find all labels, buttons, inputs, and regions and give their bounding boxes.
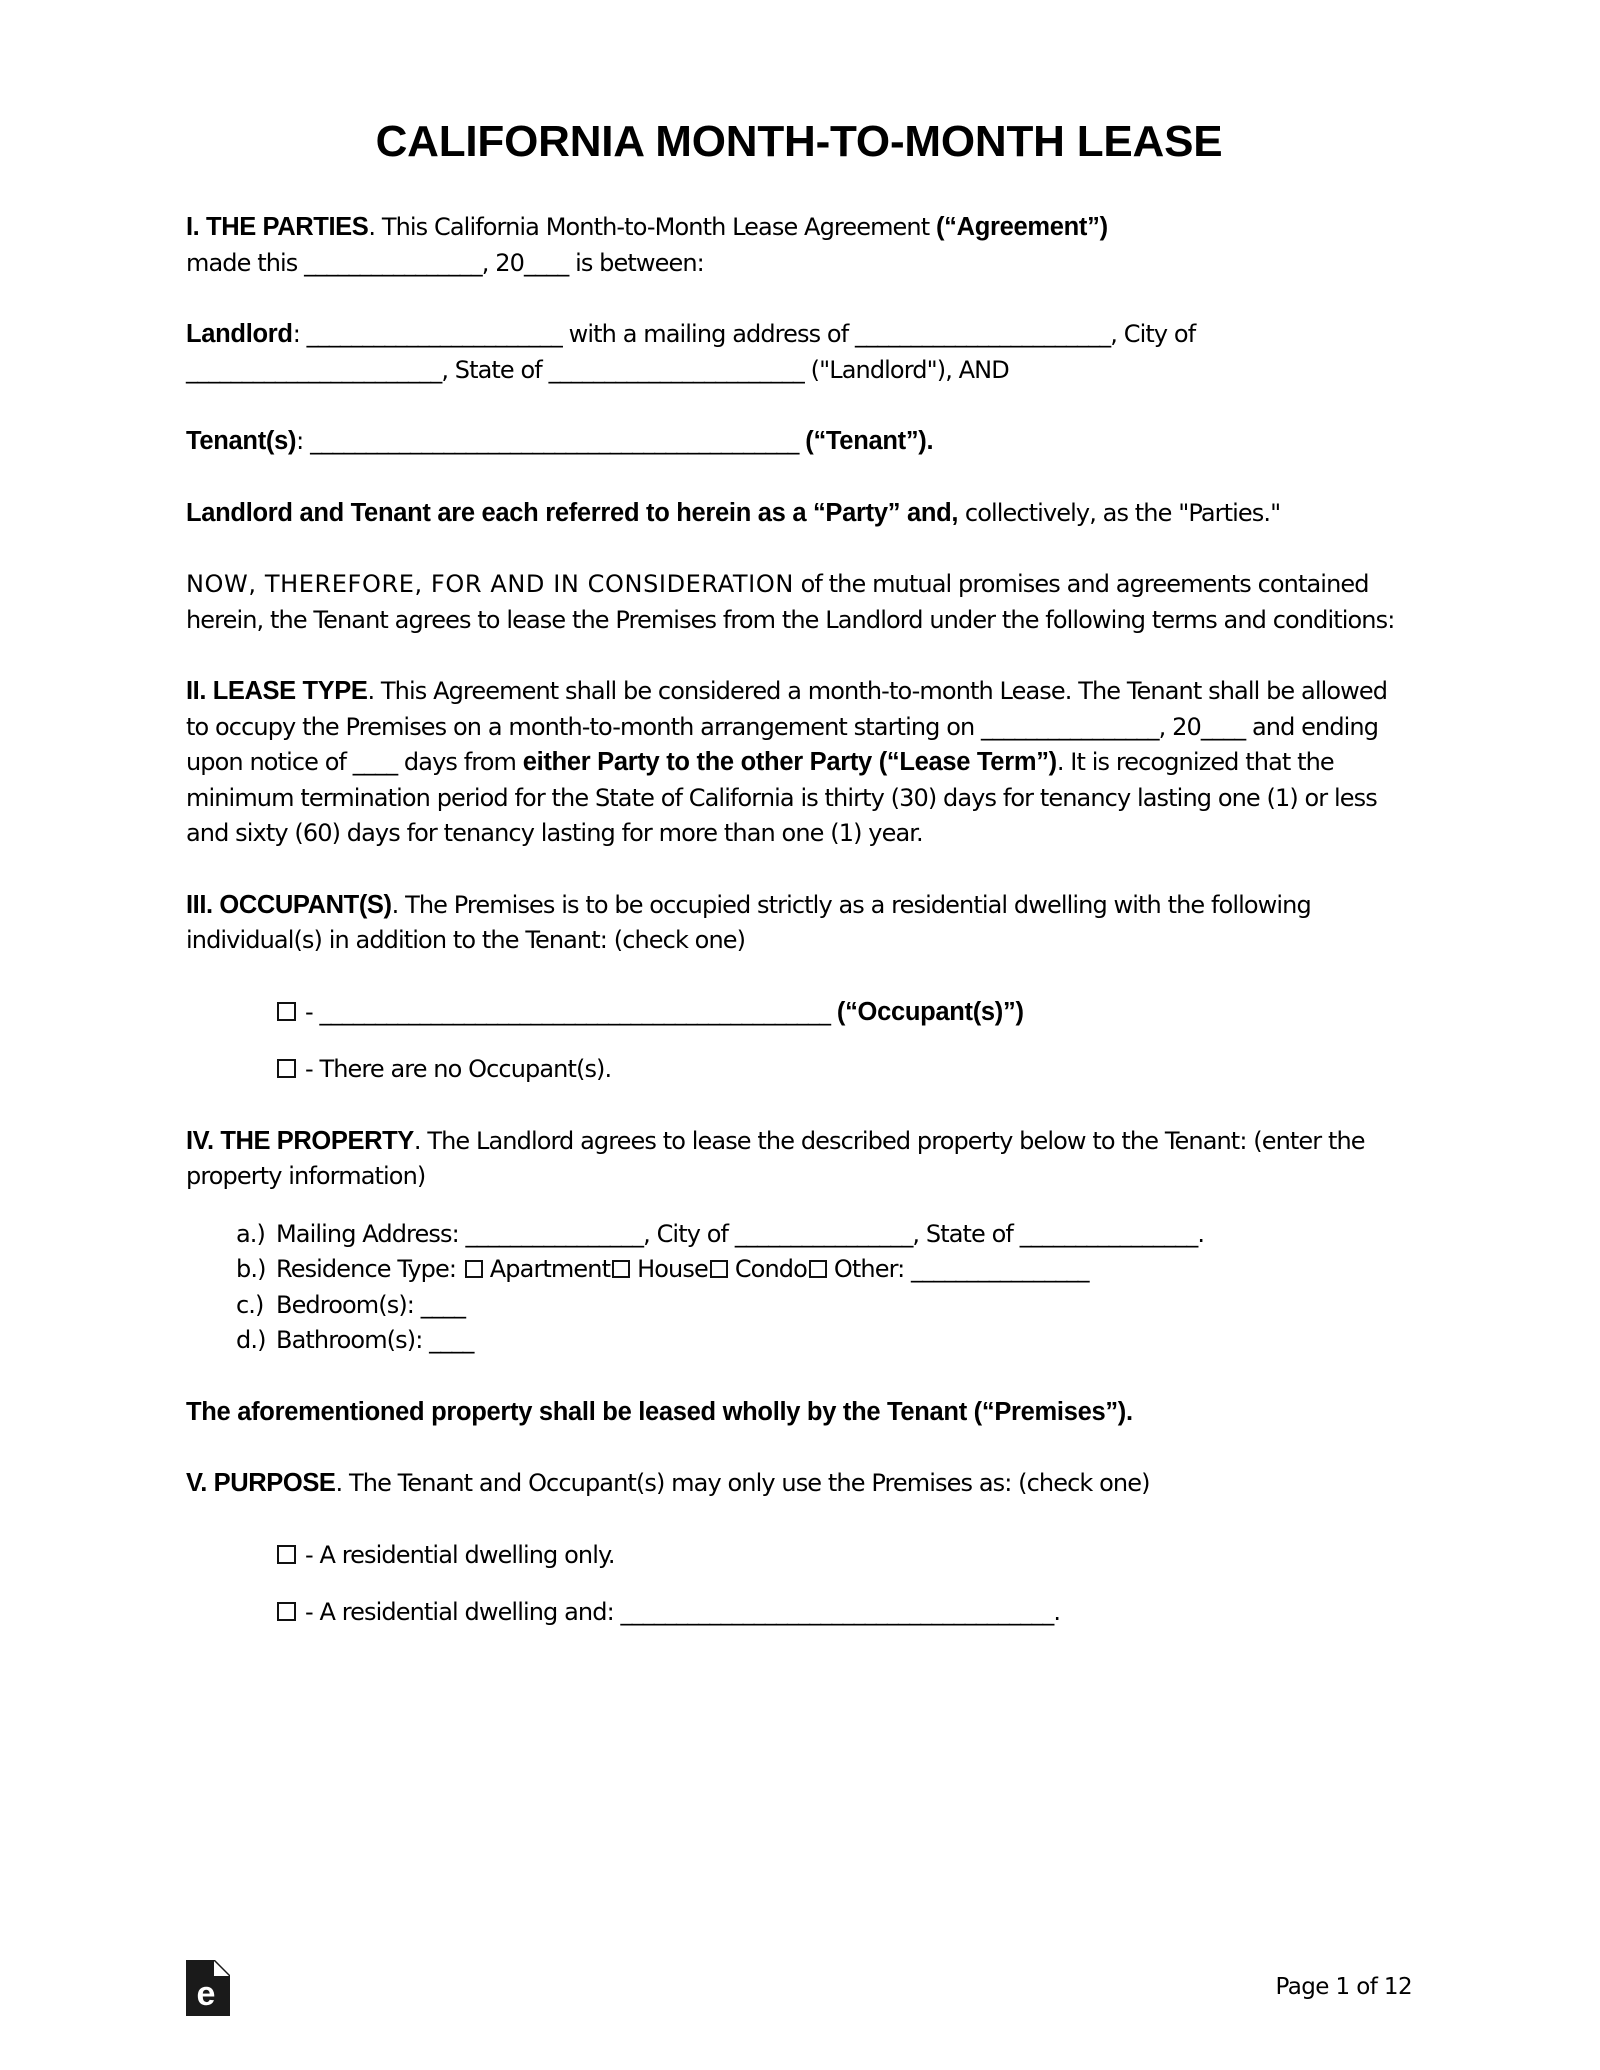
landlord-label: Landlord bbox=[186, 320, 293, 349]
parties-definition-light: collectively, as the "Parties." bbox=[958, 498, 1281, 527]
occupants-text: . The Premises is to be occupied strictly as a residential dwelling with the following individual(s) in addition to the Tenant: (check one) bbox=[186, 890, 1311, 955]
bathrooms-body bbox=[276, 1323, 1412, 1359]
residence-type-body bbox=[276, 1252, 1412, 1288]
checkbox-icon[interactable] bbox=[277, 1602, 296, 1621]
parties-made-this-label: made this bbox=[186, 248, 305, 277]
parties-definition-bold: Landlord and Tenant are each referred to herein as a “Party” and, bbox=[186, 498, 959, 527]
checkbox-icon[interactable] bbox=[809, 1260, 827, 1278]
document-body bbox=[186, 0, 1412, 1631]
eforms-logo-icon bbox=[186, 1960, 230, 2016]
list-marker-c: c.) bbox=[236, 1290, 264, 1319]
parties-agreement-term: (“Agreement”) bbox=[935, 213, 1108, 242]
property-closing-statement: The aforementioned property shall be leased wholly by the Tenant (“Premises”). bbox=[186, 1397, 1133, 1426]
property-details-list bbox=[236, 1217, 1412, 1359]
page-number: Page 1 of 12 bbox=[1275, 1974, 1412, 2000]
occupants-names-blank[interactable]: ______________________________________________ bbox=[319, 997, 831, 1026]
occupants-option-2[interactable] bbox=[277, 1052, 1412, 1088]
landlord-block bbox=[186, 317, 1412, 388]
checkbox-icon[interactable] bbox=[710, 1260, 728, 1278]
checkbox-icon[interactable] bbox=[612, 1260, 630, 1278]
mailing-city-blank[interactable]: ________________ bbox=[734, 1219, 913, 1248]
parties-date-blank[interactable]: ________________ bbox=[304, 248, 482, 277]
list-marker-d: d.) bbox=[236, 1326, 266, 1355]
section-heading-purpose: V. PURPOSE bbox=[186, 1469, 336, 1498]
lease-type-text-a: . This Agreement shall be considered a month-to-month Lease. The Tenant shall be allowed to occupy the Premises on a month-to-month arrangement starting on bbox=[186, 677, 1388, 741]
tenant-block bbox=[186, 424, 1412, 460]
purpose-option-2-text bbox=[305, 1595, 1060, 1631]
landlord-colon: : bbox=[292, 320, 307, 349]
occupants-option-1-suffix: (“Occupant(s)”) bbox=[830, 997, 1024, 1026]
purpose-text: . The Tenant and Occupant(s) may only use the Premises as: (check one) bbox=[335, 1469, 1150, 1498]
checkbox-icon[interactable] bbox=[277, 1545, 296, 1564]
purpose-option-2-blank[interactable]: _______________________________________ bbox=[620, 1598, 1054, 1627]
residence-other-blank[interactable]: ________________ bbox=[911, 1255, 1089, 1284]
list-item-bedrooms bbox=[236, 1288, 1412, 1324]
consideration-paragraph bbox=[186, 567, 1412, 638]
lease-notice-days-blank[interactable]: ____ bbox=[352, 748, 398, 777]
section-purpose bbox=[186, 1466, 1412, 1502]
section-heading-occupants: III. OCCUPANT(S) bbox=[186, 890, 392, 919]
section-occupants bbox=[186, 888, 1412, 959]
section-heading-property: IV. THE PROPERTY bbox=[186, 1126, 414, 1155]
bathrooms-blank[interactable]: ____ bbox=[429, 1326, 474, 1355]
landlord-address-label: with a mailing address of bbox=[561, 320, 855, 349]
checkbox-icon[interactable] bbox=[465, 1260, 483, 1278]
residence-option-apartment: Apartment bbox=[489, 1255, 611, 1284]
mailing-address-blank[interactable]: ________________ bbox=[465, 1219, 644, 1248]
landlord-city-blank[interactable]: _______________________ bbox=[186, 355, 442, 384]
consideration-caps: NOW, THEREFORE, FOR AND IN CONSIDERATION bbox=[186, 570, 794, 599]
consideration-text: of the mutual promises and agreements contained herein, the Tenant agrees to lease the Premises from the Landlord under the following terms and conditions: bbox=[186, 570, 1395, 634]
occupants-option-1-dash: - bbox=[305, 997, 320, 1026]
bedrooms-body bbox=[276, 1288, 1412, 1324]
landlord-name-blank[interactable]: _______________________ bbox=[306, 320, 562, 349]
landlord-city-label: , City of bbox=[1110, 320, 1196, 349]
list-marker-a: a.) bbox=[236, 1219, 265, 1248]
section-parties-intro bbox=[186, 210, 1412, 281]
section-heading-parties: I. THE PARTIES bbox=[186, 213, 369, 242]
tenant-suffix: (“Tenant”). bbox=[798, 427, 934, 456]
residence-option-condo: Condo bbox=[734, 1255, 807, 1284]
purpose-option-2[interactable] bbox=[277, 1595, 1412, 1631]
lease-type-text-c: days from bbox=[397, 748, 523, 777]
list-item-residence-type bbox=[236, 1252, 1412, 1288]
mailing-state-label: , State of bbox=[912, 1219, 1020, 1248]
purpose-option-1-text: - A residential dwelling only. bbox=[305, 1540, 615, 1569]
bathrooms-label: Bathroom(s): bbox=[276, 1326, 430, 1355]
mailing-city-label: , City of bbox=[643, 1219, 735, 1248]
property-text: . The Landlord agrees to lease the described property below to the Tenant: (enter the property information) bbox=[186, 1126, 1365, 1191]
residence-option-other: Other: bbox=[833, 1255, 912, 1284]
residence-type-label: Residence Type: bbox=[276, 1255, 463, 1284]
residence-option-house: House bbox=[637, 1255, 708, 1284]
landlord-address-blank[interactable]: _______________________ bbox=[854, 320, 1111, 349]
section-heading-lease-type: II. LEASE TYPE bbox=[186, 677, 368, 706]
lease-type-text-d: . It is recognized that the minimum termination period for the State of California is thirty (30) days for tenancy lasting one (1) or less and sixty (60) days for tenancy lasting for more than one (1) year. bbox=[186, 748, 1377, 848]
bedrooms-blank[interactable]: ____ bbox=[420, 1290, 466, 1319]
mailing-state-blank[interactable]: ________________ bbox=[1019, 1219, 1198, 1248]
occupants-option-2-text: - There are no Occupant(s). bbox=[305, 1055, 612, 1084]
page-title: CALIFORNIA MONTH-TO-MONTH LEASE bbox=[375, 117, 1223, 166]
parties-definition bbox=[186, 496, 1412, 532]
purpose-option-2-tail: . bbox=[1053, 1598, 1061, 1627]
list-item-mailing-address bbox=[236, 1217, 1412, 1253]
eforms-logo-letter: e bbox=[196, 1975, 216, 2013]
tenant-label: Tenant(s) bbox=[186, 427, 297, 456]
mailing-address-body bbox=[276, 1217, 1412, 1253]
list-marker-b: b.) bbox=[236, 1255, 266, 1284]
bedrooms-label: Bedroom(s): bbox=[276, 1290, 421, 1319]
landlord-state-label: , State of bbox=[441, 355, 549, 384]
occupants-option-1[interactable] bbox=[277, 995, 1412, 1031]
tenant-colon: : bbox=[296, 427, 311, 456]
landlord-suffix: ("Landlord"), AND bbox=[803, 355, 1009, 384]
mailing-address-tail: . bbox=[1197, 1219, 1205, 1248]
parties-intro-text: . This California Month-to-Month Lease Agreement bbox=[368, 213, 936, 242]
page-footer bbox=[186, 1950, 1412, 2030]
lease-start-date-blank[interactable]: ________________ bbox=[981, 712, 1159, 741]
section-property bbox=[186, 1124, 1412, 1195]
landlord-state-blank[interactable]: _______________________ bbox=[548, 355, 804, 384]
lease-type-text-b: , 20____ and ending upon notice of bbox=[186, 712, 1379, 777]
parties-year-blank[interactable]: , 20____ is between: bbox=[481, 248, 704, 277]
occupants-option-1-text bbox=[305, 995, 1024, 1031]
tenant-name-blank[interactable]: ____________________________________________ bbox=[310, 427, 799, 456]
section-lease-type bbox=[186, 674, 1412, 852]
checkbox-icon[interactable] bbox=[277, 1002, 296, 1021]
purpose-option-1[interactable] bbox=[277, 1538, 1412, 1574]
checkbox-icon[interactable] bbox=[277, 1059, 296, 1078]
lease-term-bold-run: either Party to the other Party (“Lease Term”) bbox=[522, 748, 1057, 777]
mailing-address-label: Mailing Address: bbox=[276, 1219, 466, 1248]
list-item-bathrooms bbox=[236, 1323, 1412, 1359]
purpose-option-2-label: - A residential dwelling and: bbox=[305, 1598, 621, 1627]
